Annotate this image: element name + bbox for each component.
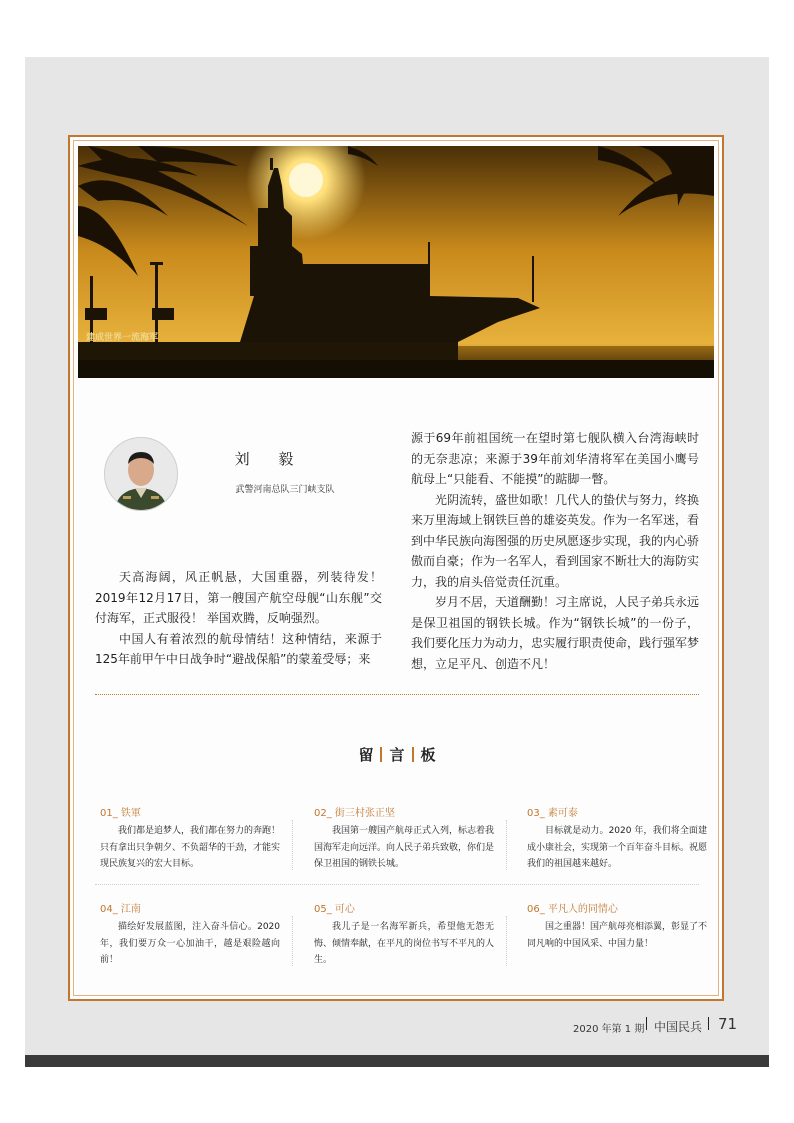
author-name: 刘 毅 <box>234 450 306 468</box>
section-divider <box>95 694 699 695</box>
message-text: 描绘好发展蓝图，注入奋斗信心。2020 年，我们要万众一心加油干，越是艰险越向前！ <box>100 922 280 965</box>
message-text: 我国第一艘国产航母正式入列，标志着我国海军走向远洋。向人民子弟兵致敬，你们是保卫祖国的钢铁长城。 <box>314 826 495 869</box>
message-board-title: 留 言 板 <box>358 746 436 764</box>
message-item <box>314 804 494 873</box>
pier-sign-text: 建成世界一流海军 <box>86 333 159 343</box>
message-author: 03_ 素可泰 <box>527 808 578 819</box>
magazine-name: 中国民兵 <box>654 1020 703 1034</box>
message-author: 04_ 江南 <box>100 904 141 915</box>
page-number: 71 <box>718 1015 738 1033</box>
message-text: 目标就是动力。2020 年，我们将全面建成小康社会，实现第一个百年奋斗目标。祝愿我们的祖国越来越好。 <box>527 826 708 869</box>
column-separator <box>506 820 507 870</box>
bottom-bar <box>25 1055 769 1067</box>
message-item <box>100 804 280 873</box>
message-item <box>100 900 280 969</box>
message-item <box>314 900 494 969</box>
message-item <box>527 900 707 952</box>
article-paragraph: 光阴流转，盛世如歌！几代人的蛰伏与努力，终换来万里海域上钢铁巨兽的雄姿英发。作为一名军迷，看到中华民族向海图强的历史夙愿逐步实现，我的内心骄傲而自豪；作为一名军人，看到国家不断壮大的海防实力，我的肩头倍觉责任沉重。 <box>411 492 700 589</box>
message-text: 我们都是追梦人，我们都在努力的奔跑！只有拿出只争朝夕、不负韶华的干劲，才能实现民族复兴的宏大目标。 <box>100 826 281 869</box>
article-paragraph-continued: 源于69年前祖国统一在望时第七舰队横入台湾海峡时的无奈悲凉；来源于39年前刘华清将军在美国小鹰号航母上“只能看、不能摸”的踮脚一瞥。 <box>411 431 699 486</box>
article-paragraph: 中国人有着浓烈的航母情结！这种情结，来源于125年前甲午中日战争时“避战保船”的蒙羞受辱；来 <box>95 631 382 666</box>
message-author: 05_ 可心 <box>314 904 355 915</box>
article-left-column <box>95 567 382 670</box>
issue-label: 2020 年第 1 期 <box>573 1024 645 1035</box>
message-text: 我儿子是一名海军新兵，希望他无怨无悔、倾情奉献，在平凡的岗位书写不平凡的人生。 <box>314 922 495 965</box>
author-avatar <box>104 437 178 511</box>
aircraft-carrier-photo <box>78 146 714 378</box>
column-separator <box>292 916 293 966</box>
footer-divider <box>646 1017 647 1030</box>
message-author: 06_ 平凡人的同情心 <box>527 904 618 915</box>
row-separator <box>95 884 699 885</box>
column-separator <box>292 820 293 870</box>
message-author: 02_ 街三村张正坚 <box>314 808 395 819</box>
message-text: 国之重器！国产航母亮相添翼，彰显了不同凡响的中国风采、中国力量！ <box>527 922 708 949</box>
author-unit: 武警河南总队三门峡支队 <box>235 485 335 495</box>
article-right-column <box>411 428 699 674</box>
footer-divider <box>708 1017 709 1030</box>
column-separator <box>506 916 507 966</box>
message-item <box>527 804 707 873</box>
article-paragraph: 岁月不居，天道酬勤！习主席说，人民子弟兵永远是保卫祖国的钢铁长城。作为“钢铁长城”的一份子，我们要化压力为动力，忠实履行职责使命，践行强军梦想，立足平凡、创造不凡！ <box>411 595 700 671</box>
message-author: 01_ 铁軍 <box>100 808 141 819</box>
article-paragraph: 天高海阔，风正帆悬，大国重器，列装待发！2019年12月17日，第一艘国产航空母舰“山东舰”交付海军，正式服役！ 举国欢腾，反响强烈。 <box>95 570 382 625</box>
